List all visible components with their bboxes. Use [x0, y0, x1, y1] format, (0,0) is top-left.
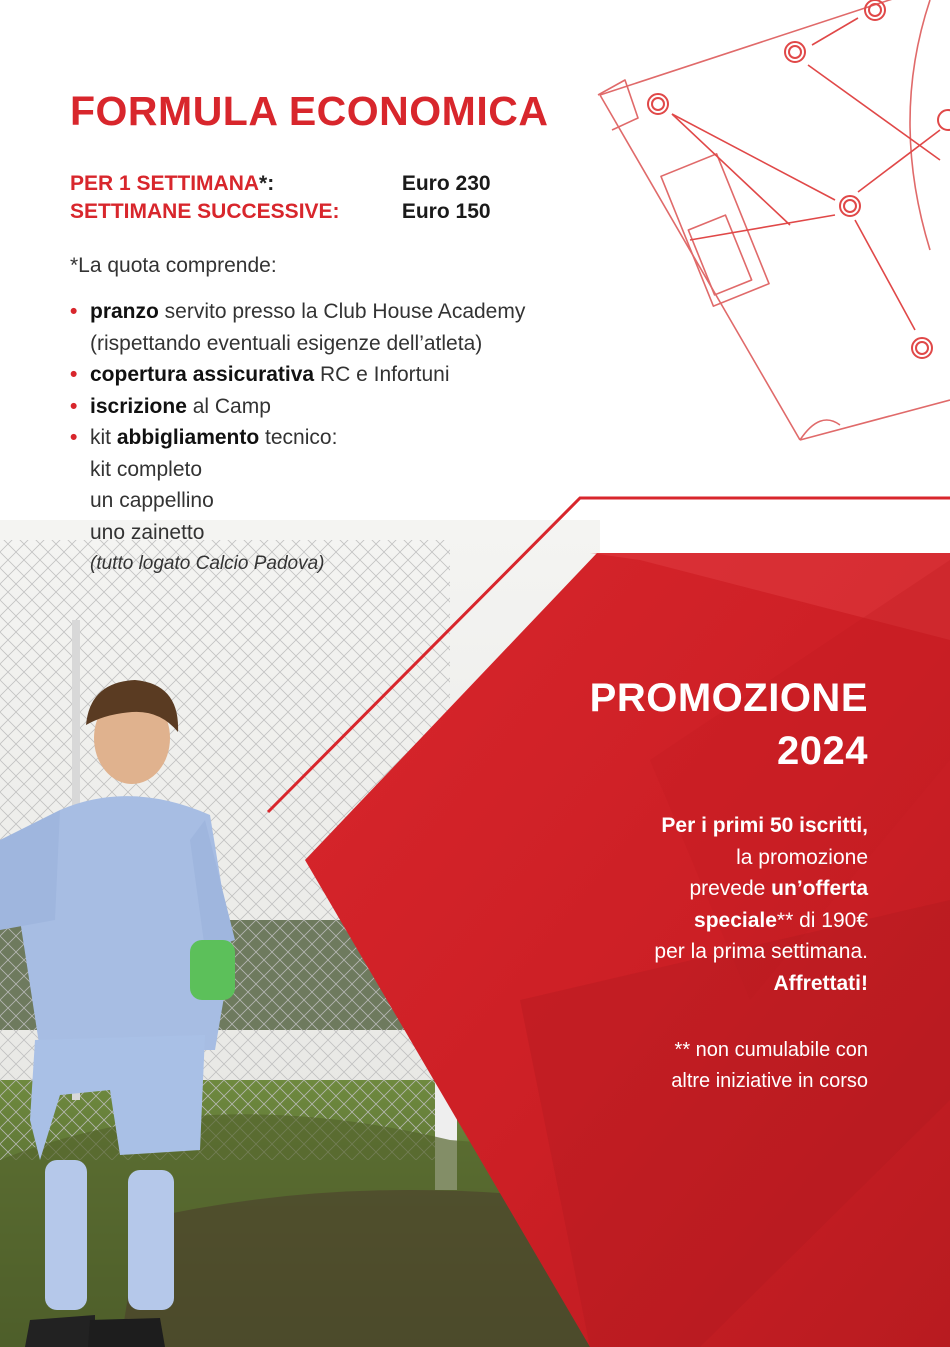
- promo-line-bold: speciale: [694, 908, 777, 932]
- item-line2: (rispettando eventuali esigenze dell’atleta): [90, 331, 483, 355]
- included-intro: *La quota comprende:: [70, 254, 277, 277]
- price-value: Euro 230: [401, 172, 491, 195]
- kit-item: uno zainetto: [90, 520, 205, 544]
- promo-title-line1: PROMOZIONE: [589, 676, 868, 720]
- promo-cta: Affrettati!: [773, 971, 868, 995]
- kit-item: kit completo: [90, 457, 203, 481]
- bullet-icon: •: [70, 363, 78, 386]
- kit-note: (tutto logato Calcio Padova): [90, 553, 325, 574]
- promo-line-pre: prevede: [689, 877, 772, 900]
- kit-item: un cappellino: [90, 489, 214, 512]
- item-bold: abbigliamento: [116, 426, 260, 449]
- item-text: tecnico:: [259, 426, 338, 449]
- footnote-line: altre iniziative in corso: [671, 1070, 868, 1092]
- footnote-line: ** non cumulabile con: [674, 1039, 868, 1061]
- item-text: servito presso la Club House Academy: [158, 300, 526, 323]
- promo-line: [654, 905, 868, 937]
- list-item: [70, 391, 525, 423]
- item-bold: copertura assicurativa: [90, 363, 315, 386]
- promo-line: [654, 873, 868, 905]
- promo-line: la promozione: [736, 845, 868, 869]
- promo-title-line2: 2024: [777, 729, 868, 773]
- price-label: PER 1 SETTIMANA: [70, 172, 260, 195]
- price-value: Euro 150: [401, 200, 491, 223]
- included-list: [70, 296, 525, 580]
- item-text: RC e Infortuni: [314, 363, 450, 386]
- item-pre: kit: [90, 426, 117, 449]
- page-title: FORMULA ECONOMICA: [70, 88, 549, 134]
- item-bold: iscrizione: [90, 394, 187, 418]
- promo-title: [590, 672, 868, 778]
- promo-line: per la prima settimana.: [654, 940, 868, 963]
- promo-text: [654, 810, 868, 999]
- bullet-icon: •: [70, 300, 78, 323]
- promo-line-rest: ** di 190€: [776, 908, 868, 932]
- list-item: [70, 296, 525, 359]
- price-row-following-weeks: [70, 200, 491, 224]
- item-text: al Camp: [186, 394, 271, 418]
- promo-line-bold: un’offerta: [771, 877, 868, 900]
- promo-line: Per i primi 50 iscritti,: [661, 814, 868, 837]
- bullet-icon: •: [70, 394, 78, 418]
- price-label-suffix: *:: [259, 172, 275, 195]
- item-bold: pranzo: [90, 300, 159, 323]
- price-label: SETTIMANE SUCCESSIVE:: [70, 200, 340, 223]
- promo-footnote: [671, 1035, 868, 1097]
- price-row-week-1: [70, 172, 491, 196]
- bullet-icon: •: [70, 426, 78, 449]
- list-item: [70, 359, 525, 391]
- list-item: [70, 422, 525, 580]
